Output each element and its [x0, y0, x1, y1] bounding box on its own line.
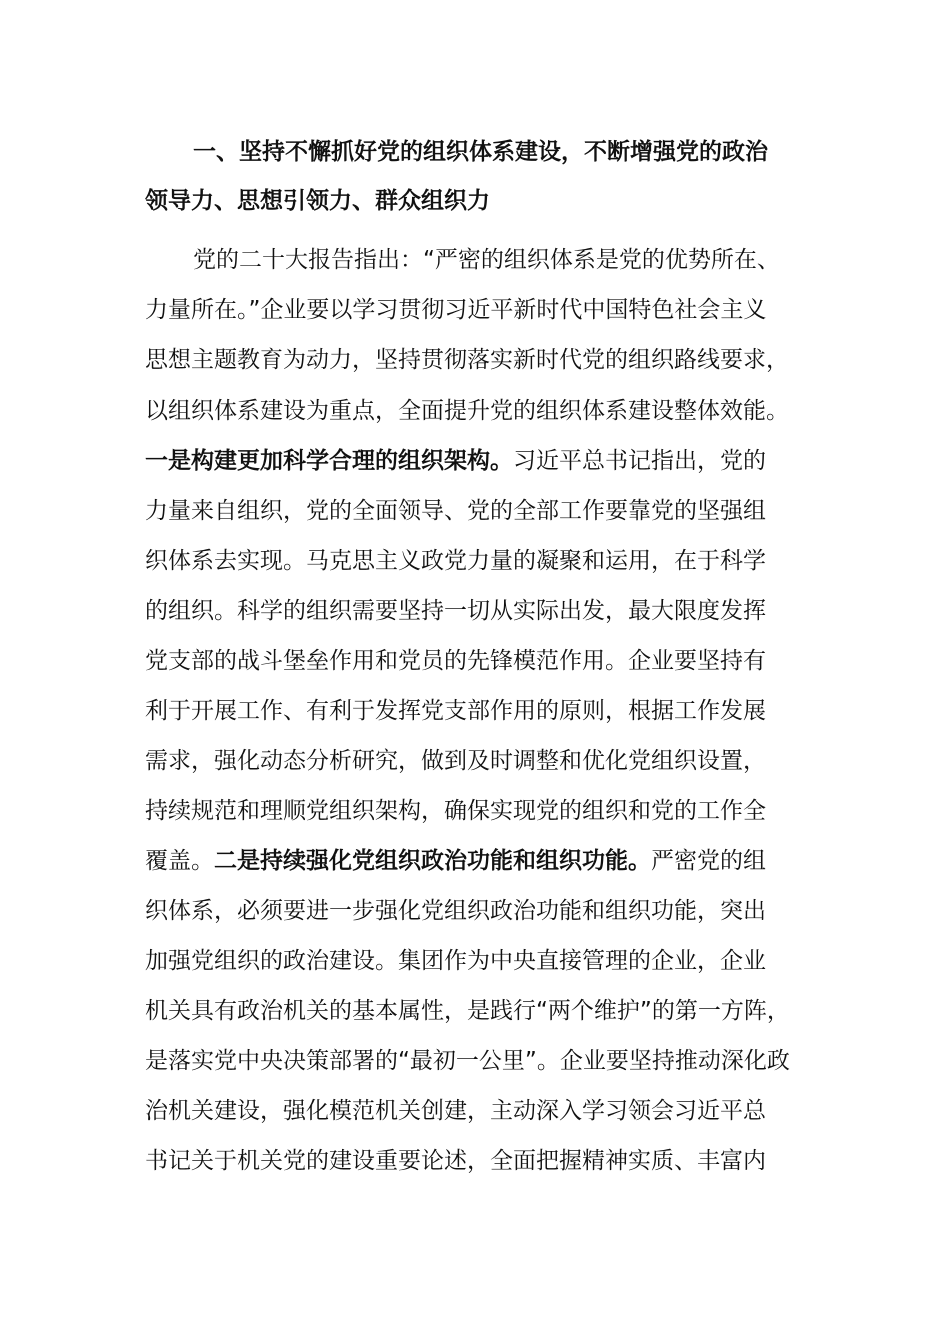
- section-heading-line-2: 领导力、思想引领力、群众组织力: [145, 188, 490, 214]
- paragraph-text: 习近平总书记指出，党的: [513, 448, 766, 474]
- paragraph-line: 书记关于机关党的建设重要论述，全面把握精神实质、丰富内: [145, 1148, 766, 1174]
- paragraph-line: 力量所在。”企业要以学习贯彻习近平新时代中国特色社会主义: [145, 297, 767, 323]
- paragraph-line: 思想主题教育为动力，坚持贯彻落实新时代党的组织路线要求，: [145, 347, 789, 373]
- subheading-inline-1: 一是构建更加科学合理的组织架构。: [145, 448, 513, 474]
- paragraph-line: 的组织。科学的组织需要坚持一切从实际出发，最大限度发挥: [145, 598, 766, 624]
- paragraph-line: 织体系，必须要进一步强化党组织政治功能和组织功能，突出: [145, 898, 766, 924]
- paragraph-line: 党的二十大报告指出：“严密的组织体系是党的优势所在、: [193, 247, 780, 273]
- paragraph-line: 持续规范和理顺党组织架构，确保实现党的组织和党的工作全: [145, 798, 766, 824]
- paragraph-line: 党支部的战斗堡垒作用和党员的先锋模范作用。企业要坚持有: [145, 648, 766, 674]
- paragraph-text: 覆盖。: [145, 848, 214, 874]
- paragraph-line: 织体系去实现。马克思主义政党力量的凝聚和运用，在于科学: [145, 548, 766, 574]
- paragraph-line: [145, 846, 845, 876]
- paragraph-line: 是落实党中央决策部署的“最初一公里”。企业要坚持推动深化政: [145, 1048, 790, 1074]
- paragraph-line: 以组织体系建设为重点，全面提升党的组织体系建设整体效能。: [145, 398, 789, 424]
- paragraph-line: 利于开展工作、有利于发挥党支部作用的原则，根据工作发展: [145, 698, 766, 724]
- paragraph-line: 加强党组织的政治建设。集团作为中央直接管理的企业，企业: [145, 948, 766, 974]
- paragraph-line: 治机关建设，强化模范机关创建，主动深入学习领会习近平总: [145, 1098, 766, 1124]
- paragraph-line: 需求，强化动态分析研究，做到及时调整和优化党组织设置，: [145, 748, 766, 774]
- subheading-inline-2: 二是持续强化党组织政治功能和组织功能。: [214, 848, 651, 874]
- paragraph-line: 力量来自组织，党的全面领导、党的全部工作要靠党的坚强组: [145, 498, 766, 524]
- paragraph-line: [145, 446, 845, 476]
- paragraph-line: 机关具有政治机关的基本属性，是践行“两个维护”的第一方阵，: [145, 998, 790, 1024]
- paragraph-text: 严密党的组: [651, 848, 766, 874]
- section-heading-line-1: 一、坚持不懈抓好党的组织体系建设，不断增强党的政治: [193, 139, 768, 165]
